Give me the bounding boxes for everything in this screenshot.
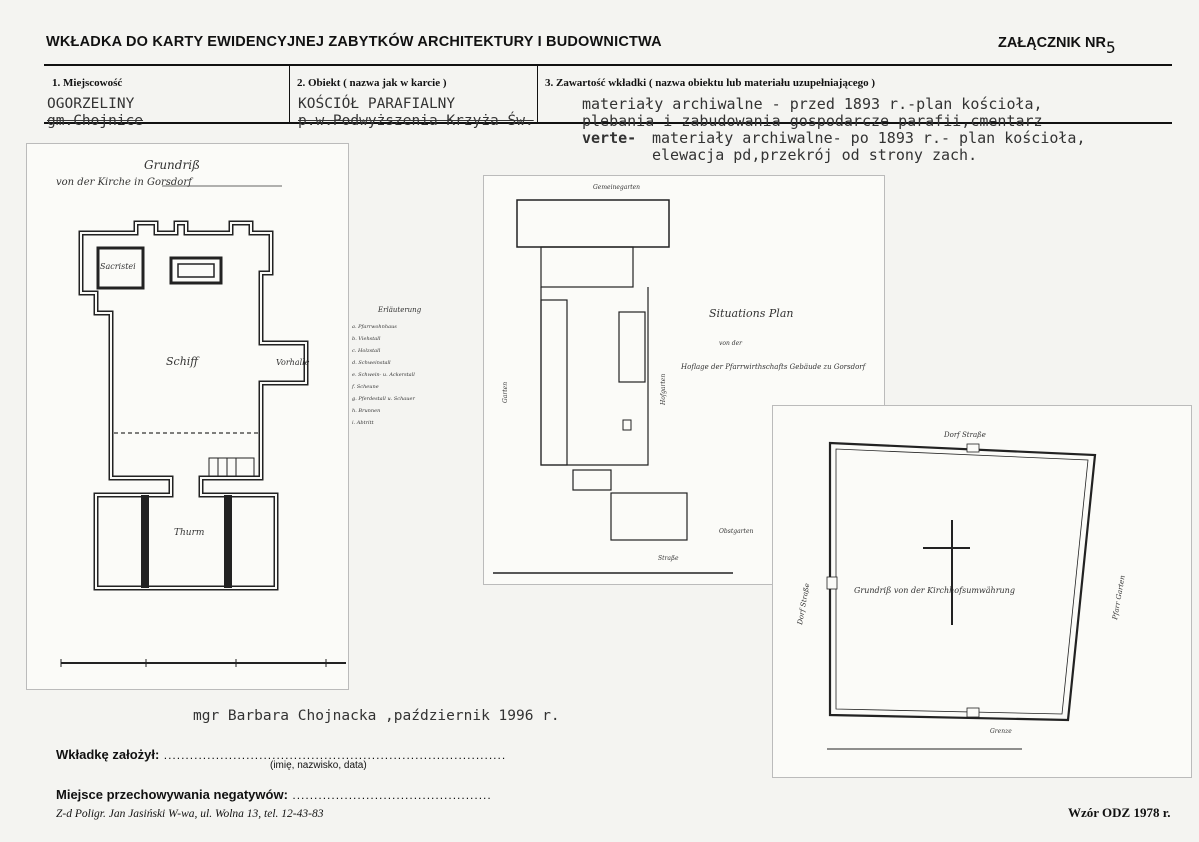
site-label-street: Straße: [658, 555, 679, 562]
object-label: 2. Obiekt ( nazwa jak w karcie ): [297, 77, 447, 89]
header-rule-top: [44, 64, 1172, 66]
legend-title: Erläuterung: [378, 306, 422, 314]
contents-line-2: plebania i zabudowania gospodarcze parafii,cmentarz: [582, 112, 1043, 130]
legend-item-9: i. Abtritt: [352, 420, 374, 426]
contents-line-1: materiały archiwalne - przed 1893 r.-plan kościoła,: [582, 95, 1043, 113]
attachment-number: [998, 32, 1116, 57]
contents-label: 3. Zawartość wkładki ( nazwa obiektu lub materiału uzupełniającego ): [545, 77, 876, 89]
cemetery-label-left: Dorf Straße: [796, 582, 812, 626]
object-value: KOŚCIÓŁ PARAFIALNY: [298, 96, 456, 112]
created-by-label: Wkładkę założył:: [56, 747, 160, 762]
object-dedication: p.w.Podwyższenia Krzyża Św.: [298, 113, 534, 129]
legend-item-6: f. Scheune: [352, 384, 379, 390]
label-porch: Vorhalle: [276, 358, 310, 367]
location-value: OGORZELINY: [47, 96, 135, 112]
created-by-hint: (imię, nazwisko, data): [270, 760, 367, 771]
legend-column: [350, 300, 450, 440]
contents-verte: verte-: [582, 129, 637, 147]
cemetery-label-bottom: Grenze: [990, 728, 1012, 735]
attachment-number-value: 5: [1105, 38, 1116, 57]
label-sacristy: Sacristei: [100, 262, 136, 271]
legend-item-1: a. Pfarrwohnhaus: [352, 324, 397, 330]
legend-item-8: h. Brunnen: [352, 408, 381, 414]
legend-item-5: e. Schwein- u. Ackerstall: [352, 372, 415, 378]
column-divider-2: [537, 64, 538, 124]
negatives-dots: ..............................................: [292, 788, 492, 802]
site-label-orchard: Obstgarten: [719, 528, 754, 535]
contents-line-4: elewacja pd,przekrój od strony zach.: [652, 146, 978, 164]
negatives-label: Miejsce przechowywania negatywów:: [56, 787, 288, 802]
legend-item-7: g. Pferdestall u. Schauer: [352, 396, 415, 402]
column-divider-1: [289, 64, 290, 124]
legend-item-3: c. Holzstall: [352, 348, 381, 354]
church-plan-title-2: von der Kirche in Gorsdorf: [56, 177, 192, 188]
cemetery-plan-drawing: [772, 405, 1192, 778]
legend-item-4: d. Schweinstall: [352, 360, 391, 366]
contents-line-3: materiały archiwalne- po 1893 r.- plan kościoła,: [652, 129, 1086, 147]
author-line: mgr Barbara Chojnacka ,październik 1996 r.: [193, 708, 560, 724]
negatives-field: [56, 786, 492, 804]
site-label-left: Garten: [502, 381, 509, 403]
cemetery-label-right: Pfarr Garten: [1111, 574, 1127, 621]
form-title: WKŁADKA DO KARTY EWIDENCYJNEJ ZABYTKÓW ARCHITEKTURY I BUDOWNICTWA: [46, 34, 662, 50]
cemetery-label-center: Grundriß von der Kirchhofsumwährung: [854, 586, 1015, 595]
label-tower: Thurm: [174, 528, 205, 538]
site-plan-title-3: Hoflage der Pfarrwirthschafts Gebäude zu Gorsdorf: [681, 363, 866, 371]
church-plan-title-1: Grundriß: [144, 158, 201, 172]
church-plan-sheet: [26, 143, 349, 690]
site-label-top: Gemeinegarten: [593, 184, 641, 191]
location-label: 1. Miejscowość: [52, 77, 123, 89]
location-commune: gm.Chojnice: [47, 113, 144, 129]
legend-item-2: b. Viehstall: [352, 336, 381, 342]
site-label-yard: Hofgarten: [660, 373, 667, 405]
printer-imprint: Z-d Poligr. Jan Jasiński W-wa, ul. Wolna 13, tel. 12-43-83: [56, 808, 324, 820]
church-plan-drawing: [26, 143, 349, 690]
site-plan-title-2: von der: [719, 340, 743, 347]
site-plan-title-1: Situations Plan: [709, 307, 794, 320]
attachment-label: ZAŁĄCZNIK NR: [998, 35, 1106, 51]
form-code: Wzór ODZ 1978 r.: [1068, 805, 1171, 820]
cemetery-label-top: Dorf Straße: [944, 431, 986, 439]
label-nave: Schiff: [166, 355, 199, 368]
cemetery-plan-sheet: [772, 405, 1192, 778]
created-by-dots: ...............................................................................: [163, 748, 507, 762]
